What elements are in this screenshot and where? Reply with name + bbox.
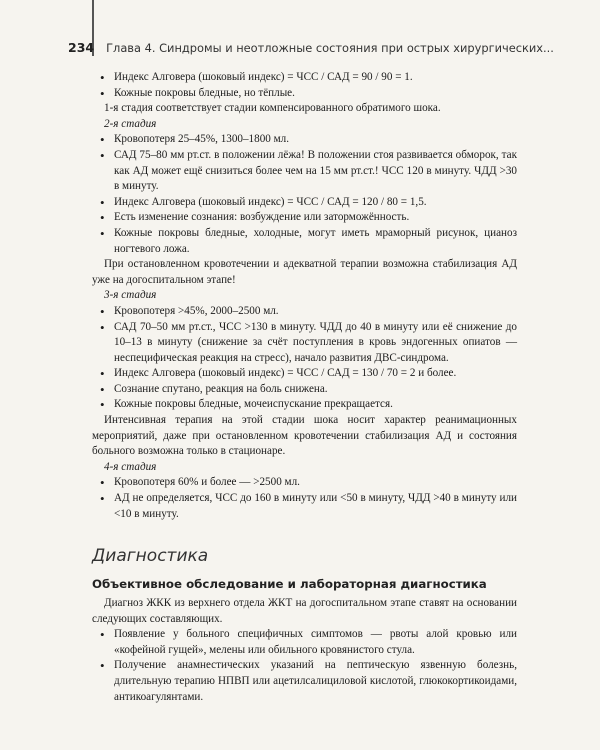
diagnostics-text [92,596,517,705]
running-header [68,40,554,55]
list-item: • САД 75–80 мм рт.ст. в положении лёжа! В положении стоя развивается обморок, так как АД может ещё снизиться более чем на 15 мм рт.ст.! ЧСС 120 в минуту. ЧДД >30 в минуту. [92,148,517,195]
diagnostics-list [92,627,517,705]
stage2-heading: 2-я стадия [104,117,157,130]
stage4-list [92,475,517,522]
stages-text [92,70,517,522]
list-item: • Кожные покровы бледные, но тёплые. [92,86,517,102]
stage2-paragraph: При остановленном кровотечении и адекватной терапии возможна стабилизация АД уже на догоспитальном этапе! [92,258,517,286]
stage4-heading: 4-я стадия [104,460,157,473]
list-item: • Кровопотеря 60% и более — >2500 мл. [92,475,517,491]
running-title: Глава 4. Синдромы и неотложные состояния при острых хирургических... [106,41,554,55]
list-item: • Кожные покровы бледные, мочеиспускание прекращается. [92,397,517,413]
list-item: • Сознание спутано, реакция на боль снижена. [92,382,517,398]
stage3-heading: 3-я стадия [104,289,157,302]
subsection-title: Объективное обследование и лабораторная диагностика [92,577,487,591]
stage2-list [92,132,517,257]
diagnostics-intro: Диагноз ЖКК из верхнего отдела ЖКТ на догоспитальном этапе ставят на основании следующих составляющих. [92,597,517,625]
list-item: • Кожные покровы бледные, холодные, могут иметь мраморный рисунок, цианоз ногтевого ложа. [92,226,517,257]
list-item: • Индекс Алговера (шоковый индекс) = ЧСС / САД = 120 / 80 = 1,5. [92,195,517,211]
stage1-list [92,70,517,101]
list-item: • Получение анамнестических указаний на пептическую язвенную болезнь, длительную терапию НПВП или ацетилсалициловой кислотой, глюкокортикоидами, антикоагулянтами. [92,658,517,705]
section-title: Диагностика [92,546,209,566]
list-item: • САД 70–50 мм рт.ст., ЧСС >130 в минуту. ЧДД до 40 в минуту или её снижение до 10–13 в минуту (снижение за счёт поступления в кровь эндогенных опиатов — неспецифическая реакция на стресс), начало развития ДВС-синдрома. [92,320,517,367]
page-number: 234 [68,40,95,55]
list-item: • Кровопотеря 25–45%, 1300–1800 мл. [92,132,517,148]
list-item: • АД не определяется, ЧСС до 160 в минуту или <50 в минуту, ЧДД >40 в минуту или <10 в минуту. [92,491,517,522]
list-item: • Индекс Алговера (шоковый индекс) = ЧСС / САД = 90 / 90 = 1. [92,70,517,86]
stage3-list [92,304,517,413]
list-item: • Есть изменение сознания: возбуждение или заторможённость. [92,210,517,226]
stage1-note: 1-я стадия соответствует стадии компенсированного обратимого шока. [104,102,441,115]
stage3-paragraph: Интенсивная терапия на этой стадии шока носит характер реанимационных мероприятий, даже при остановленном кровотечении стабилизация АД и состояния больного возможна только в стационаре. [92,414,517,458]
list-item: • Появление у больного специфичных симптомов — рвоты алой кровью или «кофейной гущей», мелены или обильного кровянистого стула. [92,627,517,658]
list-item: • Кровопотеря >45%, 2000–2500 мл. [92,304,517,320]
list-item: • Индекс Алговера (шоковый индекс) = ЧСС / САД = 130 / 70 = 2 и более. [92,366,517,382]
